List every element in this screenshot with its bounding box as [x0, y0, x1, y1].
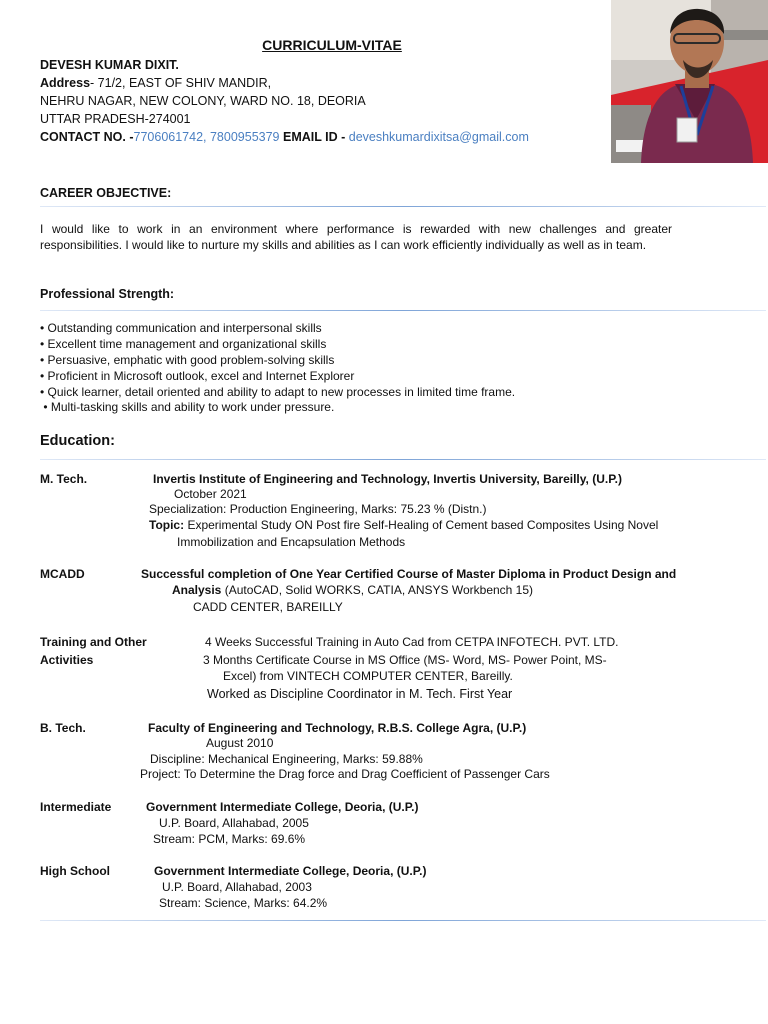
strength-item: • Multi-tasking skills and ability to work under pressure. [40, 400, 335, 414]
training-item: Worked as Discipline Coordinator in M. Tech. First Year [207, 687, 513, 701]
mtech-topic-label: Topic: [149, 518, 185, 532]
mcadd-label: MCADD [40, 567, 85, 581]
career-objective-heading: CAREER OBJECTIVE: [40, 186, 172, 200]
email-label: EMAIL ID - [282, 130, 346, 144]
highschool-board: U.P. Board, Allahabad, 2003 [162, 880, 312, 894]
mtech-topic-text: Experimental Study ON Post fire Self-Healing of Cement based Composites Using Novel [184, 518, 659, 532]
section-divider [40, 206, 766, 207]
section-divider [40, 459, 766, 460]
mtech-topic [149, 518, 658, 532]
training-item: 3 Months Certificate Course in MS Office (MS- Word, MS- Power Point, MS- [203, 653, 607, 667]
address-line-2: NEHRU NAGAR, NEW COLONY, WARD NO. 18, DEORIA [40, 94, 366, 108]
mtech-institute: Invertis Institute of Engineering and Technology, Invertis University, Bareilly, (U.P.) [153, 472, 622, 486]
strength-item: • Quick learner, detail oriented and ability to adapt to new processes in limited time frame. [40, 385, 516, 399]
mcadd-analysis: Analysis [172, 583, 222, 597]
contact-phone[interactable]: 7706061742, 7800955379 [133, 130, 280, 144]
address-line-3: UTTAR PRADESH-274001 [40, 112, 191, 126]
profile-photo-illustration [611, 0, 768, 163]
section-divider [40, 310, 766, 311]
mtech-specialization: Specialization: Production Engineering, Marks: 75.23 % (Distn.) [149, 502, 487, 516]
mtech-topic-continued: Immobilization and Encapsulation Methods [177, 535, 406, 549]
mtech-label: M. Tech. [40, 472, 88, 486]
mtech-date: October 2021 [174, 487, 247, 501]
candidate-name: DEVESH KUMAR DIXIT. [40, 58, 179, 72]
career-objective-text: I would like to work in an environment where performance is rewarded with new challenges and greater responsibilities. I would like to nurture my skills and abilities as I can work efficiently individually as well as in team. [40, 222, 672, 252]
mcadd-center: CADD CENTER, BAREILLY [193, 600, 343, 614]
training-item: 4 Weeks Successful Training in Auto Cad from CETPA INFOTECH. PVT. LTD. [205, 635, 619, 649]
strength-item: • Outstanding communication and interpersonal skills [40, 321, 322, 335]
address-label: Address [40, 76, 91, 90]
training-label-continued: Activities [40, 653, 94, 667]
contact-line [40, 130, 529, 144]
intermediate-label: Intermediate [40, 800, 112, 814]
profile-photo [611, 0, 768, 163]
training-item-continued: Excel) from VINTECH COMPUTER CENTER, Bareilly. [223, 669, 513, 683]
btech-discipline: Discipline: Mechanical Engineering, Marks: 59.88% [150, 752, 423, 766]
training-label: Training and Other [40, 635, 147, 649]
highschool-label: High School [40, 864, 110, 878]
address-value: - 71/2, EAST OF SHIV MANDIR, [90, 76, 272, 90]
intermediate-board: U.P. Board, Allahabad, 2005 [159, 816, 309, 830]
highschool-institute: Government Intermediate College, Deoria, (U.P.) [154, 864, 427, 878]
mcadd-software-list: (AutoCAD, Solid WORKS, CATIA, ANSYS Workbench 15) [221, 583, 534, 597]
professional-strength-heading: Professional Strength: [40, 287, 175, 301]
intermediate-stream: Stream: PCM, Marks: 69.6% [153, 832, 306, 846]
btech-date: August 2010 [206, 736, 274, 750]
strength-item: • Proficient in Microsoft outlook, excel and Internet Explorer [40, 369, 355, 383]
strength-item: • Persuasive, emphatic with good problem-solving skills [40, 353, 335, 367]
highschool-stream: Stream: Science, Marks: 64.2% [159, 896, 328, 910]
address-line-1 [40, 76, 271, 90]
education-heading: Education: [40, 433, 115, 449]
email-link[interactable]: deveshkumardixitsa@gmail.com [348, 130, 529, 144]
document-title: CURRICULUM-VITAE [262, 37, 402, 53]
intermediate-institute: Government Intermediate College, Deoria, (U.P.) [146, 800, 419, 814]
mcadd-course: Successful completion of One Year Certified Course of Master Diploma in Product Design and [141, 567, 677, 581]
mcadd-software [172, 583, 533, 597]
section-divider [40, 920, 766, 921]
btech-label: B. Tech. [40, 721, 86, 735]
btech-institute: Faculty of Engineering and Technology, R.B.S. College Agra, (U.P.) [148, 721, 527, 735]
btech-project: Project: To Determine the Drag force and Drag Coefficient of Passenger Cars [140, 767, 550, 781]
contact-label: CONTACT NO. - [40, 130, 134, 144]
strength-item: • Excellent time management and organizational skills [40, 337, 327, 351]
